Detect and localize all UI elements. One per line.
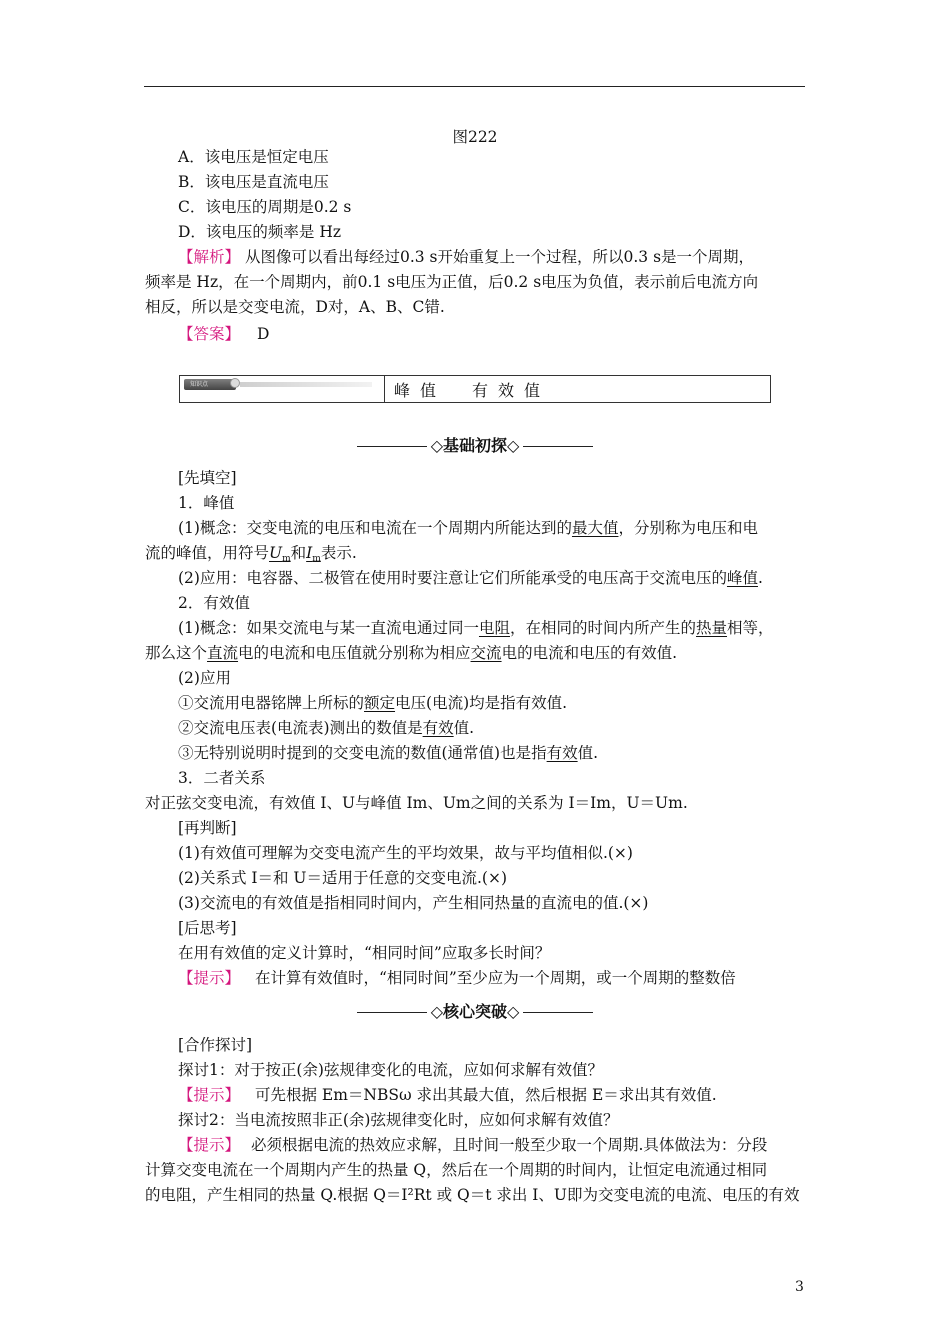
text: 和	[290, 544, 307, 562]
analysis-tag: 【解析】	[178, 248, 241, 266]
heading-effective: 2．有效值	[178, 594, 250, 612]
think-question: 在用有效值的定义计算时，“相同时间”应取多长时间？	[178, 944, 551, 962]
text: 值.	[577, 744, 599, 762]
section-rule-left	[357, 446, 427, 447]
text: ，在相同的时间内所产生的	[509, 619, 696, 637]
peak-concept-line-2	[145, 542, 357, 570]
figure-caption: 图222	[452, 128, 498, 146]
text: 电压(电流)均是指有效值.	[395, 694, 568, 712]
answer-tag: 【答案】	[178, 325, 241, 343]
coop-hint-1-line	[178, 1084, 717, 1106]
blank-answer: 热量	[696, 619, 728, 637]
text: 电的电流和电压值就分别称为相应	[238, 644, 471, 662]
application-item-3	[178, 742, 598, 764]
coop-hint-2-line	[178, 1134, 767, 1156]
coop-hint-2-text-3: 的电阻，产生相同的热量 Q.根据 Q＝I²Rt 或 Q＝t 求出 I、U即为交变电流的电流、电压的有效	[145, 1186, 800, 1204]
section-title: ◇核心突破◇	[430, 1002, 520, 1021]
option-a: A．该电压是恒定电压	[178, 148, 329, 166]
think-hint-line	[178, 967, 736, 989]
analysis-line-3: 相反，所以是交变电流，D对，A、B、C错.	[145, 298, 445, 316]
hint-tag: 【提示】	[178, 969, 241, 987]
text: 相等，	[727, 619, 774, 637]
knowledge-point-title: 峰值 有效值	[394, 381, 551, 400]
fill-label: [先填空]	[178, 469, 237, 487]
coop-question-2: 探讨2：当电流按照非正(余)弦规律变化时，应如何求解有效值？	[178, 1111, 619, 1129]
text: ①交流用电器铭牌上所标的	[178, 694, 365, 712]
blank-answer: 电阻	[478, 619, 510, 637]
coop-hint-1: 可先根据 Em＝NBSω 求出其最大值，然后根据 E＝求出其有效值.	[254, 1086, 717, 1104]
option-c: C．该电压的周期是0.2 s	[178, 198, 352, 216]
judge-label: [再判断]	[178, 819, 237, 837]
application-item-1	[178, 692, 567, 714]
text: 值.	[453, 719, 475, 737]
effective-application-heading: (2)应用	[178, 669, 231, 687]
judge-item-3: (3)交流电的有效值是指相同时间内，产生相同热量的直流电的值.(×)	[178, 894, 649, 912]
answer-value: D	[256, 325, 270, 343]
option-b: B．该电压是直流电压	[178, 173, 329, 191]
knowledge-point-badge	[180, 376, 385, 402]
hint-tag: 【提示】	[178, 1136, 241, 1154]
blank-answer: $I_m$	[306, 544, 321, 564]
answer-line	[178, 323, 269, 345]
section-heading-basics	[0, 433, 950, 456]
text: (1)概念：交变电流的电压和电流在一个周期内所能达到的	[178, 519, 572, 537]
analysis-line-1	[178, 246, 754, 268]
blank-answer: 最大值	[571, 519, 619, 537]
badge-knob-icon	[230, 378, 240, 388]
coop-label: [合作探讨]	[178, 1036, 253, 1054]
text: 流的峰值，用符号	[145, 544, 270, 562]
think-label: [后思考]	[178, 919, 237, 937]
peak-application-line	[178, 567, 763, 589]
section-rule-left	[357, 1012, 427, 1013]
blank-answer: 有效	[422, 719, 454, 737]
heading-peak: 1．峰值	[178, 494, 235, 512]
coop-hint-2-text-2: 计算交变电流在一个周期内产生的热量 Q，然后在一个周期的时间内，让恒定电流通过相同	[145, 1161, 768, 1179]
analysis-text-1: 从图像可以看出每经过0.3 s开始重复上一个过程，所以0.3 s是一个周期，	[244, 248, 755, 266]
text: ②交流电压表(电流表)测出的数值是	[178, 719, 423, 737]
effective-concept-line-1	[178, 617, 774, 639]
text: (1)概念：如果交流电与某一直流电通过同一	[178, 619, 479, 637]
blank-answer: 直流	[207, 644, 239, 662]
analysis-line-2: 频率是 Hz，在一个周期内，前0.1 s电压为正值，后0.2 s电压为负值，表示前后电流方向	[145, 273, 759, 291]
badge-pill-text: 知识点	[190, 381, 209, 388]
coop-hint-2-text-1: 必须根据电流的热效应求解，且时间一般至少取一个周期.具体做法为：分段	[250, 1136, 768, 1154]
badge-bar	[240, 382, 372, 387]
hint-tag: 【提示】	[178, 1086, 241, 1104]
coop-question-1: 探讨1：对于按正(余)弦规律变化的电流，应如何求解有效值？	[178, 1061, 603, 1079]
text: (2)应用：电容器、二极管在使用时要注意让它们所能承受的电压高于交流电压的	[178, 569, 727, 587]
application-item-2	[178, 717, 474, 739]
option-d: D．该电压的频率是 Hz	[178, 223, 342, 241]
relation-line: 对正弦交变电流，有效值 I、U与峰值 Im、Um之间的关系为 I＝Im，U＝Um.	[145, 794, 688, 812]
text: ③无特别说明时提到的交变电流的数值(通常值)也是指	[178, 744, 547, 762]
section-title: ◇基础初探◇	[430, 436, 520, 455]
section-heading-core	[0, 999, 950, 1022]
judge-item-2: (2)关系式 I＝和 U＝适用于任意的交变电流.(×)	[178, 869, 508, 887]
section-rule-right	[523, 446, 593, 447]
blank-answer: 峰值	[726, 569, 758, 587]
text: .	[757, 569, 763, 587]
peak-concept-line-1	[178, 517, 758, 539]
blank-answer: 额定	[364, 694, 396, 712]
effective-concept-line-2	[145, 642, 677, 664]
text: 表示.	[320, 544, 357, 562]
judge-item-1: (1)有效值可理解为交变电流产生的平均效果，故与平均值相似.(×)	[178, 844, 633, 862]
text: 那么这个	[145, 644, 208, 662]
blank-answer: 有效	[546, 744, 578, 762]
think-hint: 在计算有效值时，“相同时间”至少应为一个周期，或一个周期的整数倍	[254, 969, 736, 987]
section-rule-right	[523, 1012, 593, 1013]
blank-answer: 交流	[470, 644, 502, 662]
text: 电的电流和电压的有效值.	[501, 644, 677, 662]
blank-answer: $U_m$	[269, 544, 291, 564]
text: ，分别称为电压和电	[618, 519, 758, 537]
knowledge-point-box	[179, 375, 771, 403]
heading-relation: 3．二者关系	[178, 769, 266, 787]
page-number: 3	[795, 1279, 804, 1295]
header-rule	[144, 86, 805, 87]
